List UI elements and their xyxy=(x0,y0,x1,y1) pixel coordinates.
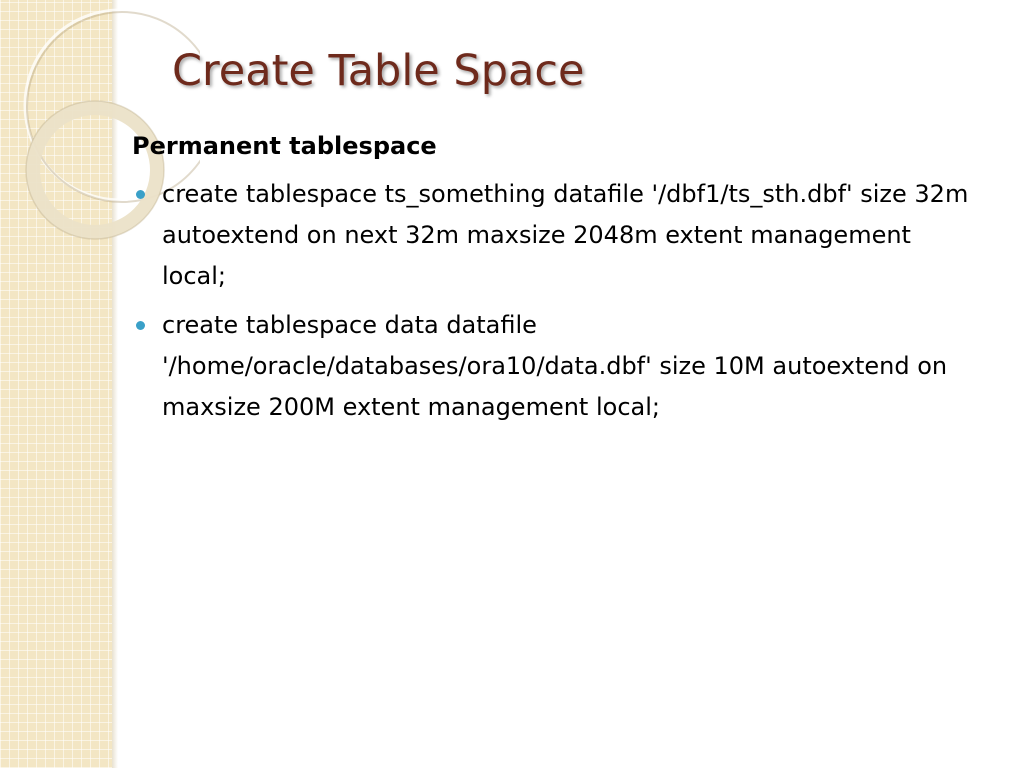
subheading: Permanent tablespace xyxy=(132,132,437,160)
slide-content xyxy=(132,128,972,436)
slide-title: Create Table Space xyxy=(172,46,585,96)
bullet-list xyxy=(132,174,972,428)
bullet-dot-icon xyxy=(136,190,145,199)
bullet-item xyxy=(132,305,972,428)
bullet-text: create tablespace ts_something datafile '/dbf1/ts_sth.dbf' size 32m autoextend on next 32m maxsize 2048m extent management local; xyxy=(162,180,969,290)
bullet-item xyxy=(132,174,972,297)
bullet-text: create tablespace data datafile '/home/oracle/databases/ora10/data.dbf' size 10M autoextend on maxsize 200M extent management local; xyxy=(162,311,948,421)
bullet-dot-icon xyxy=(136,321,145,330)
